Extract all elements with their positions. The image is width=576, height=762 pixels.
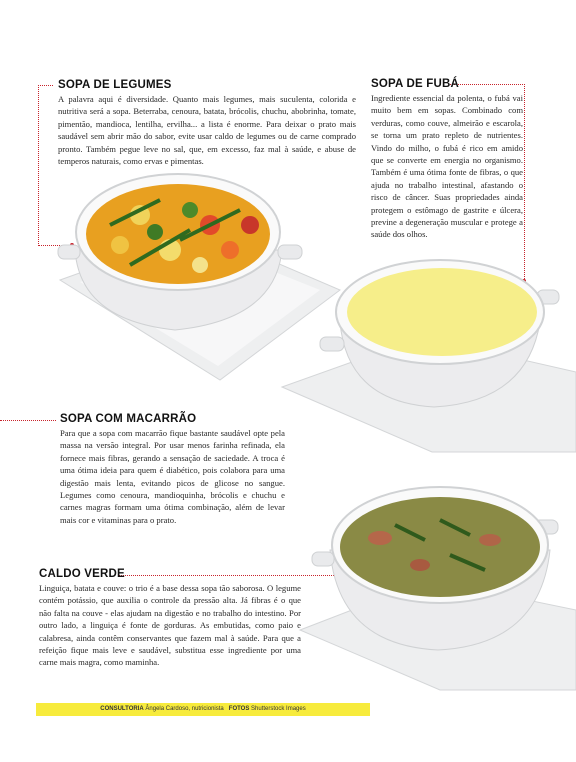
title-sopa-legumes: SOPA DE LEGUMES [58,79,172,91]
caldo-verde-image [300,480,576,690]
text-sopa-legumes: A palavra aqui é diversidade. Quanto mais legumes, mais suculenta, colorida e nutritiva será a sopa. Beterraba, cenoura, batata, brócolis, chuchu, abobrinha, tomate, pimentão, mandioca, lentilha, ervilha... a lista é enorme. Para deixar o prato mais saudável sem abrir mão do sabor, evite usar caldo de legumes ou de carne comprado pronto. Também pegue leve no sal, que, em excesso, faz mal à saúde, e abuse de temperos naturais, como ervas e pimentas. [58,94,356,167]
consultoria-label: CONSULTORIA [100,706,144,712]
section-sopa-macarrao [60,413,285,526]
section-sopa-legumes [58,79,356,167]
text-caldo-verde: Linguiça, batata e couve: o trio é a base dessa sopa tão saborosa. O legume contém potássio, que auxilia o controle da pressão alta. Já fibras é o que não falta na couve - elas ajudam na digestão e no trabalho do intestino. Por outro lado, a linguiça é fonte de gorduras. As embutidas, como paio e calabresa, ainda contêm conservantes que fazem mal à saúde. Para que a refeição fique mais leve e saudável, substitua esse ingrediente por uma carne mais magra, como maminha. [39,583,301,668]
fotos-label: FOTOS [228,706,250,712]
credits-bar [36,703,370,716]
title-sopa-fuba: SOPA DE FUBÁ [371,78,460,90]
section-caldo-verde [39,568,301,669]
macarrao-connector [0,420,56,421]
consultoria-value: Ângela Cardoso, nutricionista [145,706,224,712]
text-sopa-macarrao: Para que a sopa com macarrão fique bastante saudável opte pela massa na versão integral. Por usar menos farinha refinada, ela fornece mais fibras, gerando a sensação de saciedade. A troca é uma ótima ideia para quem é diabético, pois colabora para uma digestão mais lenta, evitando picos de glicose no sangue. Legumes como cenoura, mandioquinha, brócolis e chuchu e carnes magras formam uma ótima combinação, além de levar mais cor e vitaminas para o prato. [60,428,285,525]
section-sopa-fuba [371,78,523,241]
title-sopa-macarrao: SOPA COM MACARRÃO [60,413,197,425]
text-sopa-fuba: Ingrediente essencial da polenta, o fubá vai muito bem em sopas. Combinado com verduras, como couve, almeirão e escarola, se torna um prato repleto de nutrientes. Vindo do milho, o fubá é rico em amido que se converte em energia no organismo. Também é uma ótima fonte de fibras, o que ajuda no trabalho intestinal, afastando o risco de câncer. Suas propriedades ainda protegem o estômago de gastrite e úlcera, previne a degeneração muscular e protege a saúde dos olhos. [371,93,523,240]
fotos-value: Shutterstock Images [251,706,306,712]
title-caldo-verde: CALDO VERDE [39,568,125,580]
fuba-soup-image [282,262,576,452]
